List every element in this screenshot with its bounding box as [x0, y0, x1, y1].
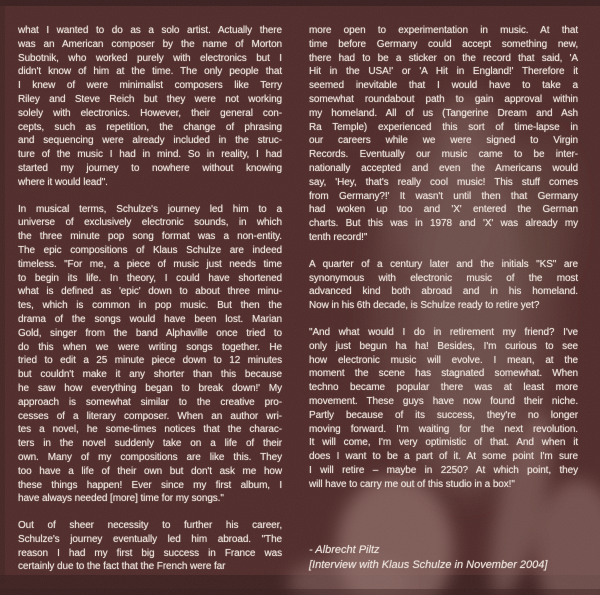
text-line: from Germany?!' It wasn't until then that Germany [309, 190, 578, 202]
text-line: I will retire – maybe in 2250? At which point, they [309, 464, 578, 476]
text-line: my homeland. All of us (Tangerine Dream and Ash [309, 107, 578, 119]
paragraph [309, 326, 578, 492]
text-line: tes, which is common in pop music. But then the [18, 300, 282, 312]
paragraph [18, 203, 282, 507]
text-line: was an American composer by the name of Morton [18, 38, 282, 50]
text-line: Hit in the USA!' or 'A Hit in England!' Therefore it [309, 66, 578, 78]
text-line: seemed inevitable that I would have to take a [309, 80, 578, 92]
text-line: does I want to be a part of it. At some point I'm sure [309, 451, 578, 463]
paragraph [309, 258, 578, 313]
text-line: nationally accepted and even the Americans would [309, 162, 578, 174]
text-line: what is defined as 'epic' down to about three minu- [18, 286, 282, 298]
text-line: there had to be a sticker on the record that said, 'A [309, 52, 578, 64]
text-line: synonymous with electronic music of the most [309, 272, 578, 284]
text-line: advanced kind both abroad and in his homeland. [309, 286, 578, 298]
text-line: Records. Eventually our music came to be inter- [309, 149, 578, 161]
text-line: tes a novel, he some-times notices that the charac- [18, 424, 282, 436]
text-line: he saw how everything began to break down!' My [18, 382, 282, 394]
text-line: own. Many of my compositions are like this. They [18, 451, 282, 463]
text-line: and sequencing were already included in the struc- [18, 135, 282, 147]
text-line: timeless. "For me, a piece of music just needs time [18, 258, 282, 270]
text-line: had woken up too and 'X' entered the German [309, 204, 578, 216]
text-line: approach is somewhat similar to the creative pro- [18, 396, 282, 408]
text-column-left [18, 24, 282, 574]
text-line: tried to edit a 25 minute piece down to 12 minutes [18, 355, 282, 367]
text-line: only just begun ha ha! Besides, I'm curious to see [309, 340, 578, 352]
text-line: more open to experimentation in music. At that [309, 25, 578, 36]
text-line: cepts, such as repetition, the change of phrasing [18, 121, 282, 133]
text-line: reason I had my first big success in France was [18, 547, 282, 559]
text-line: these things happen! Ever since my first album, I [18, 479, 282, 491]
text-line: The epic compositions of Klaus Schulze are indeed [18, 244, 282, 256]
text-line: what I wanted to do as a solo artist. Actually there [18, 25, 282, 36]
text-line: moment the scene has stagnated somewhat. When [309, 368, 578, 380]
text-line: where it would lead". [18, 176, 108, 188]
text-line: Gold, singer from the band Alphaville once tried to [18, 327, 282, 339]
text-line: didn't know of him at the time. The only people that [18, 66, 282, 78]
attribution-source: [Interview with Klaus Schulze in November 2004] [309, 558, 548, 571]
text-line: Ra Temple) experienced this sort of time-lapse in [309, 121, 578, 133]
text-line: ters in the novel suddenly take on a life of their [18, 438, 282, 450]
text-line: but couldn't make it any shorter than this because [18, 369, 282, 381]
text-line: Now in his 6th decade, is Schulze ready to retire yet? [309, 300, 540, 312]
text-line: solely with electronics. However, their general con- [18, 107, 282, 119]
text-line: movement. These guys have now found their niche. [309, 395, 578, 407]
text-line: cesses of a literary composer. When an author wri- [18, 410, 282, 422]
text-line: say, 'Hey, that's really cool music! This stuff comes [309, 176, 578, 188]
text-line: "And what would I do in retirement my friend? I've [309, 326, 578, 338]
paragraph [309, 24, 578, 245]
text-line: too have a life of their own but don't ask me how [18, 465, 282, 477]
attribution [309, 543, 578, 573]
text-line: Schulze's journey eventually led him abroad. "The [18, 533, 282, 545]
text-line: Out of sheer necessity to further his career, [18, 520, 282, 532]
text-line: ture of the music I had in mind. So in reality, I had [18, 149, 282, 161]
text-line: time before Germany could accept something new, [309, 38, 578, 50]
text-line: Partly because of its success, they're no longer [309, 409, 578, 421]
text-line: the three minute pop song format was a non-entity. [18, 231, 282, 243]
text-line: A quarter of a century later and the initials "KS" are [309, 258, 578, 270]
text-line: I knew of were minimalist composers like Terry [18, 80, 282, 92]
text-line: certainly due to the fact that the French were far [18, 561, 226, 573]
paragraph [18, 519, 282, 574]
text-line: tenth record!" [309, 231, 368, 243]
text-line: It will come, I'm very optimistic of that. And when it [309, 437, 578, 449]
text-line: techno became popular there was at least more [309, 382, 578, 394]
text-line: In musical terms, Schulze's journey led him to a [18, 203, 282, 215]
text-line: have always needed [more] time for my songs." [18, 493, 224, 505]
text-line: Riley and Steve Reich but they were not working [18, 93, 282, 105]
text-line: Subotnik, who worked purely with electronics but I [18, 52, 282, 64]
text-line: drama of the songs would have been lost. Marian [18, 313, 282, 325]
paragraph [18, 24, 282, 190]
attribution-author: - Albrecht Piltz [309, 543, 380, 556]
text-line: to begin its life. In theory, I could have shortened [18, 272, 282, 284]
text-line: do this when we were writing songs together. He [18, 341, 282, 353]
text-line: charts. But this was in 1978 and 'X' was already my [309, 218, 578, 230]
text-line: will have to carry me out of this studio in a box!" [309, 478, 515, 490]
text-line: moving forward. I'm waiting for the next revolution. [309, 423, 578, 435]
text-line: how electronic music will evolve. I mean, at the [309, 354, 578, 366]
text-line: our careers while we were signed to Virgin [309, 135, 578, 147]
text-line: universe of exclusively electronic sounds, in which [18, 217, 282, 229]
text-line: somewhat roundabout path to gain approval within [309, 93, 578, 105]
text-column-right [309, 24, 578, 573]
text-line: started my journey to nowhere without knowing [18, 162, 282, 174]
